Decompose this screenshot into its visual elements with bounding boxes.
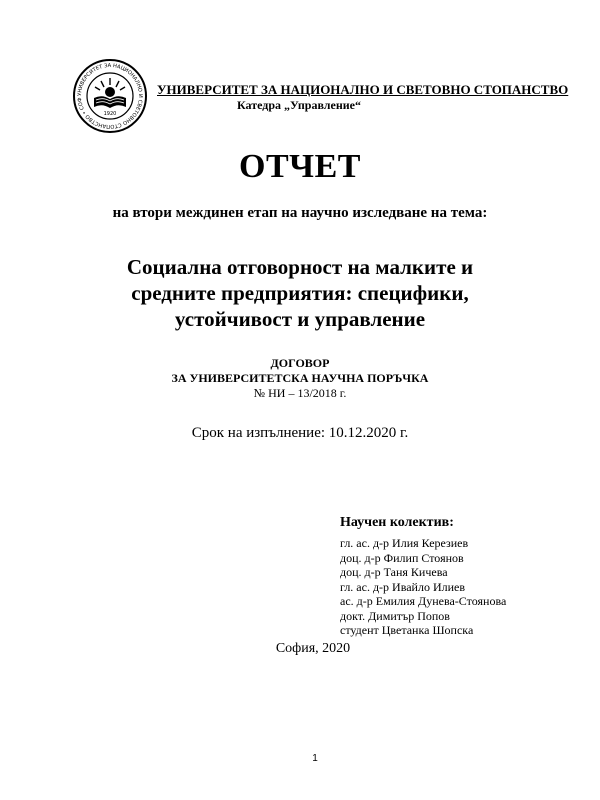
report-topic [0, 254, 600, 332]
contract-type: ЗА УНИВЕРСИТЕТСКА НАУЧНА ПОРЪЧКА [171, 371, 429, 385]
team-member: докт. Димитър Попов [340, 608, 450, 623]
university-seal-icon [72, 58, 148, 134]
report-subtitle: на втори междинен етап на научно изследване на тема: [112, 205, 488, 221]
team-member: доц. д-р Таня Кичева [340, 565, 448, 579]
team-member: гл. ас. д-р Ивайло Илиев [340, 579, 466, 594]
page-number: 1 [312, 753, 318, 764]
contract-label: ДОГОВОР [270, 356, 330, 370]
contract-number: № НИ – 13/2018 г. [253, 386, 347, 400]
department-name: Катедра „Управление“ [237, 98, 361, 112]
team-member: доц. д-р Филип Стоянов [340, 550, 464, 565]
team-member: ас. д-р Емилия Дунева-Стоянова [340, 594, 507, 608]
topic-line: Социална отговорност на малките и [126, 255, 474, 279]
contract-block [0, 356, 600, 401]
topic-line: устойчивост и управление [174, 307, 426, 331]
topic-line: средните предприятия: специфики, [131, 281, 469, 305]
team-member: студент Цветанка Шопска [340, 623, 474, 637]
team-member: гл. ас. д-р Илия Керезиев [340, 536, 469, 550]
place-and-year: София, 2020 [275, 641, 351, 656]
team-heading: Научен колектив: [340, 515, 454, 530]
university-name: УНИВЕРСИТЕТ ЗА НАЦИОНАЛНО И СВЕТОВНО СТОПАНСТВО [157, 82, 569, 97]
research-team [340, 515, 580, 638]
deadline: Срок на изпълнение: 10.12.2020 г. [191, 425, 409, 441]
logo-year: 1920 [103, 111, 117, 117]
report-title: ОТЧЕТ [239, 148, 361, 185]
logo-ring-text: УНИВЕРСИТЕТ ЗА НАЦИОНАЛНО И СВЕТОВНО СТОПАНСТВО • СОФ [76, 62, 144, 130]
logo-graphic [72, 58, 148, 134]
